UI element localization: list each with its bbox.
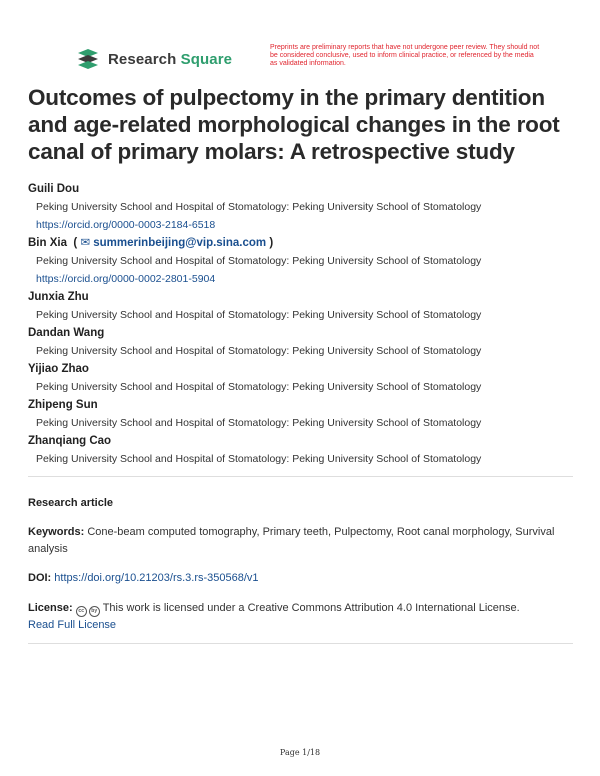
email-link[interactable]: summerinbeijing@vip.sina.com <box>93 237 267 249</box>
author-name: Guili Dou <box>28 183 80 195</box>
license-text: This work is licensed under a Creative Commons Attribution 4.0 International License. <box>102 602 520 614</box>
brand-name: Research Square <box>108 50 233 68</box>
doi <box>28 570 573 587</box>
author-name: Junxia Zhu <box>28 291 89 303</box>
page-number: Page 1/18 <box>279 748 321 757</box>
email-icon: ✉ <box>80 237 91 249</box>
author-affiliation: Peking University School and Hospital of Stomatology: Peking University School of Stomatology <box>36 417 482 429</box>
creative-commons-icons <box>76 606 100 617</box>
preprint-notice: Preprints are preliminary reports that have not undergone peer review. They should not be considered conclusive, used to inform clinical practice, or referenced by the media as validated information. <box>270 44 540 67</box>
cc-icon: cc <box>76 606 87 617</box>
by-icon: by <box>89 606 100 617</box>
author-affiliation: Peking University School and Hospital of Stomatology: Peking University School of Stomatology <box>36 345 482 357</box>
author-name: Dandan Wang <box>28 327 105 339</box>
author-name: Bin Xia ( ✉ summerinbeijing@vip.sina.com ) <box>28 237 274 249</box>
doi-label: DOI: <box>28 572 52 584</box>
keywords-label: Keywords: <box>28 526 85 538</box>
author-affiliation: Peking University School and Hospital of Stomatology: Peking University School of Stomatology <box>36 201 482 213</box>
research-square-logo[interactable] <box>76 47 232 71</box>
author-name: Yijiao Zhao <box>28 363 89 375</box>
divider <box>28 476 573 477</box>
orcid-link[interactable]: https://orcid.org/0000-0002-2801-5904 <box>36 273 216 285</box>
research-square-logo-icon <box>76 47 100 71</box>
orcid-link[interactable]: https://orcid.org/0000-0003-2184-6518 <box>36 219 216 231</box>
author-name: Zhanqiang Cao <box>28 435 112 447</box>
author-affiliation: Peking University School and Hospital of Stomatology: Peking University School of Stomatology <box>36 309 482 321</box>
license <box>28 600 573 634</box>
author-name: Zhipeng Sun <box>28 399 98 411</box>
article-type: Research article <box>28 497 113 509</box>
divider <box>28 643 573 644</box>
read-license-link[interactable]: Read Full License <box>28 619 117 631</box>
author-list <box>28 180 578 468</box>
paper-title: Outcomes of pulpectomy in the primary dentition and age-related morphological changes in the root canal of primary molars: A retrospective study <box>28 85 560 164</box>
keywords <box>28 524 573 558</box>
author-affiliation: Peking University School and Hospital of Stomatology: Peking University School of Stomatology <box>36 453 482 465</box>
author-affiliation: Peking University School and Hospital of Stomatology: Peking University School of Stomatology <box>36 381 482 393</box>
author-affiliation: Peking University School and Hospital of Stomatology: Peking University School of Stomatology <box>36 255 482 267</box>
keywords-text: Cone-beam computed tomography, Primary teeth, Pulpectomy, Root canal morphology, Survival analysis <box>28 526 555 555</box>
doi-link[interactable]: https://doi.org/10.21203/rs.3.rs-350568/v1 <box>54 572 259 584</box>
license-label: License: <box>28 602 73 614</box>
